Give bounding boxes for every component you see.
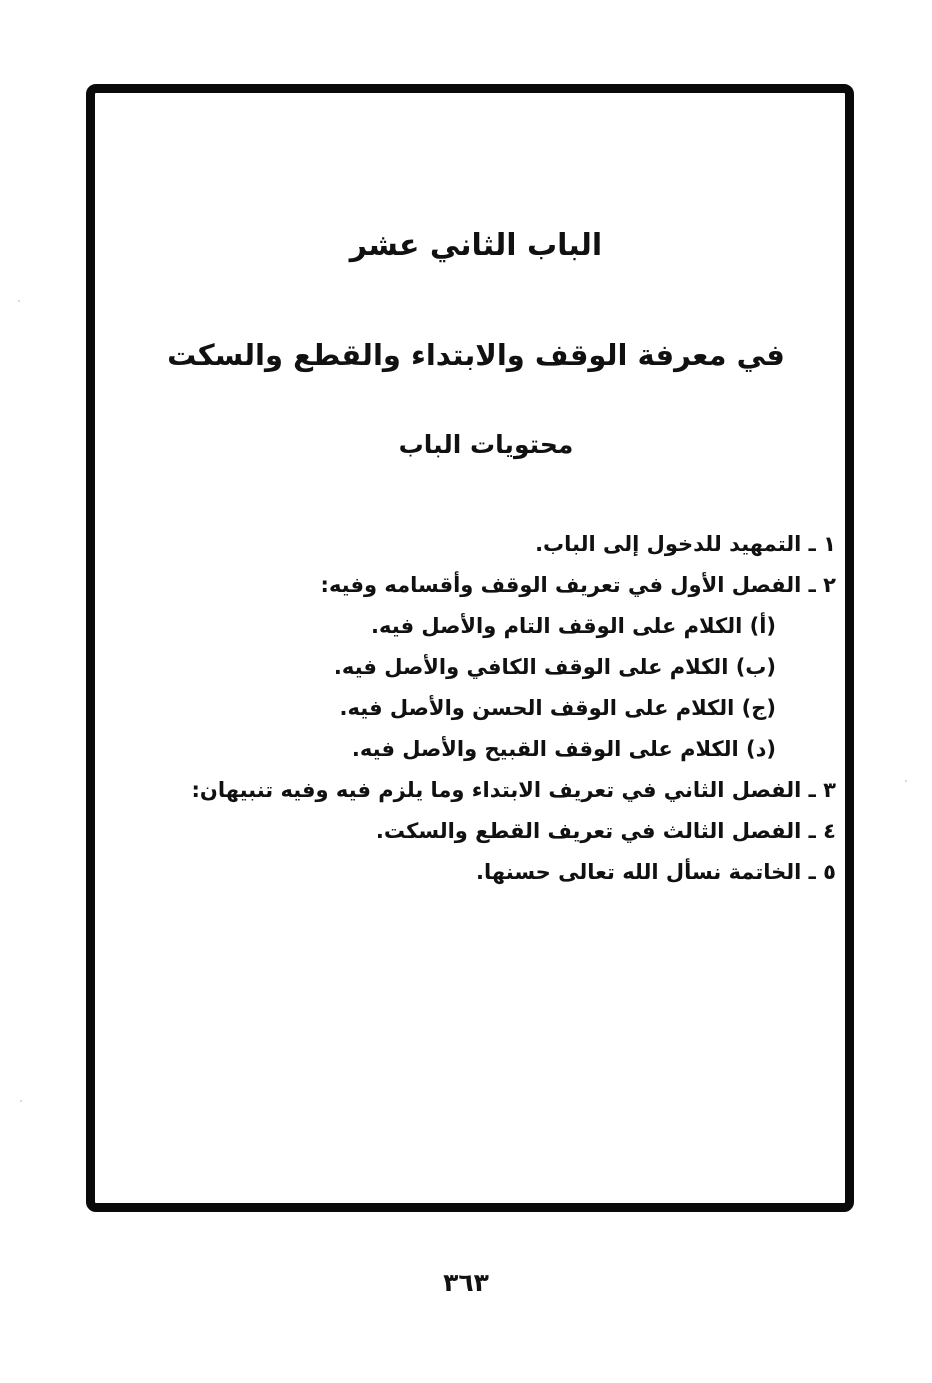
toc-item-1: ١ ـ التمهيد للدخول إلى الباب.	[535, 532, 836, 556]
page-number: ٣٦٣	[443, 1268, 489, 1297]
scan-speck	[905, 780, 907, 782]
table-of-contents	[176, 524, 836, 893]
toc-subitem-c: (ج) الكلام على الوقف الحسن والأصل فيه.	[339, 696, 776, 720]
contents-heading: محتويات الباب	[398, 430, 574, 459]
scan-speck	[20, 1100, 22, 1102]
toc-item-4: ٤ ـ الفصل الثالث في تعريف القطع والسكت.	[375, 819, 836, 843]
toc-subitem-b: (ب) الكلام على الوقف الكافي والأصل فيه.	[333, 655, 776, 679]
scan-speck	[18, 300, 20, 302]
toc-item-2: ٢ ـ الفصل الأول في تعريف الوقف وأقسامه وفيه:	[320, 573, 836, 597]
chapter-title: الباب الثاني عشر	[349, 228, 603, 263]
chapter-subtitle: في معرفة الوقف والابتداء والقطع والسكت	[167, 338, 785, 372]
toc-subitem-d: (د) الكلام على الوقف القبيح والأصل فيه.	[351, 737, 776, 761]
toc-item-3: ٣ ـ الفصل الثاني في تعريف الابتداء وما يلزم فيه وفيه تنبيهان:	[191, 778, 836, 802]
toc-subitem-a: (أ) الكلام على الوقف التام والأصل فيه.	[371, 614, 776, 638]
toc-item-5: ٥ ـ الخاتمة نسأل الله تعالى حسنها.	[476, 860, 836, 884]
